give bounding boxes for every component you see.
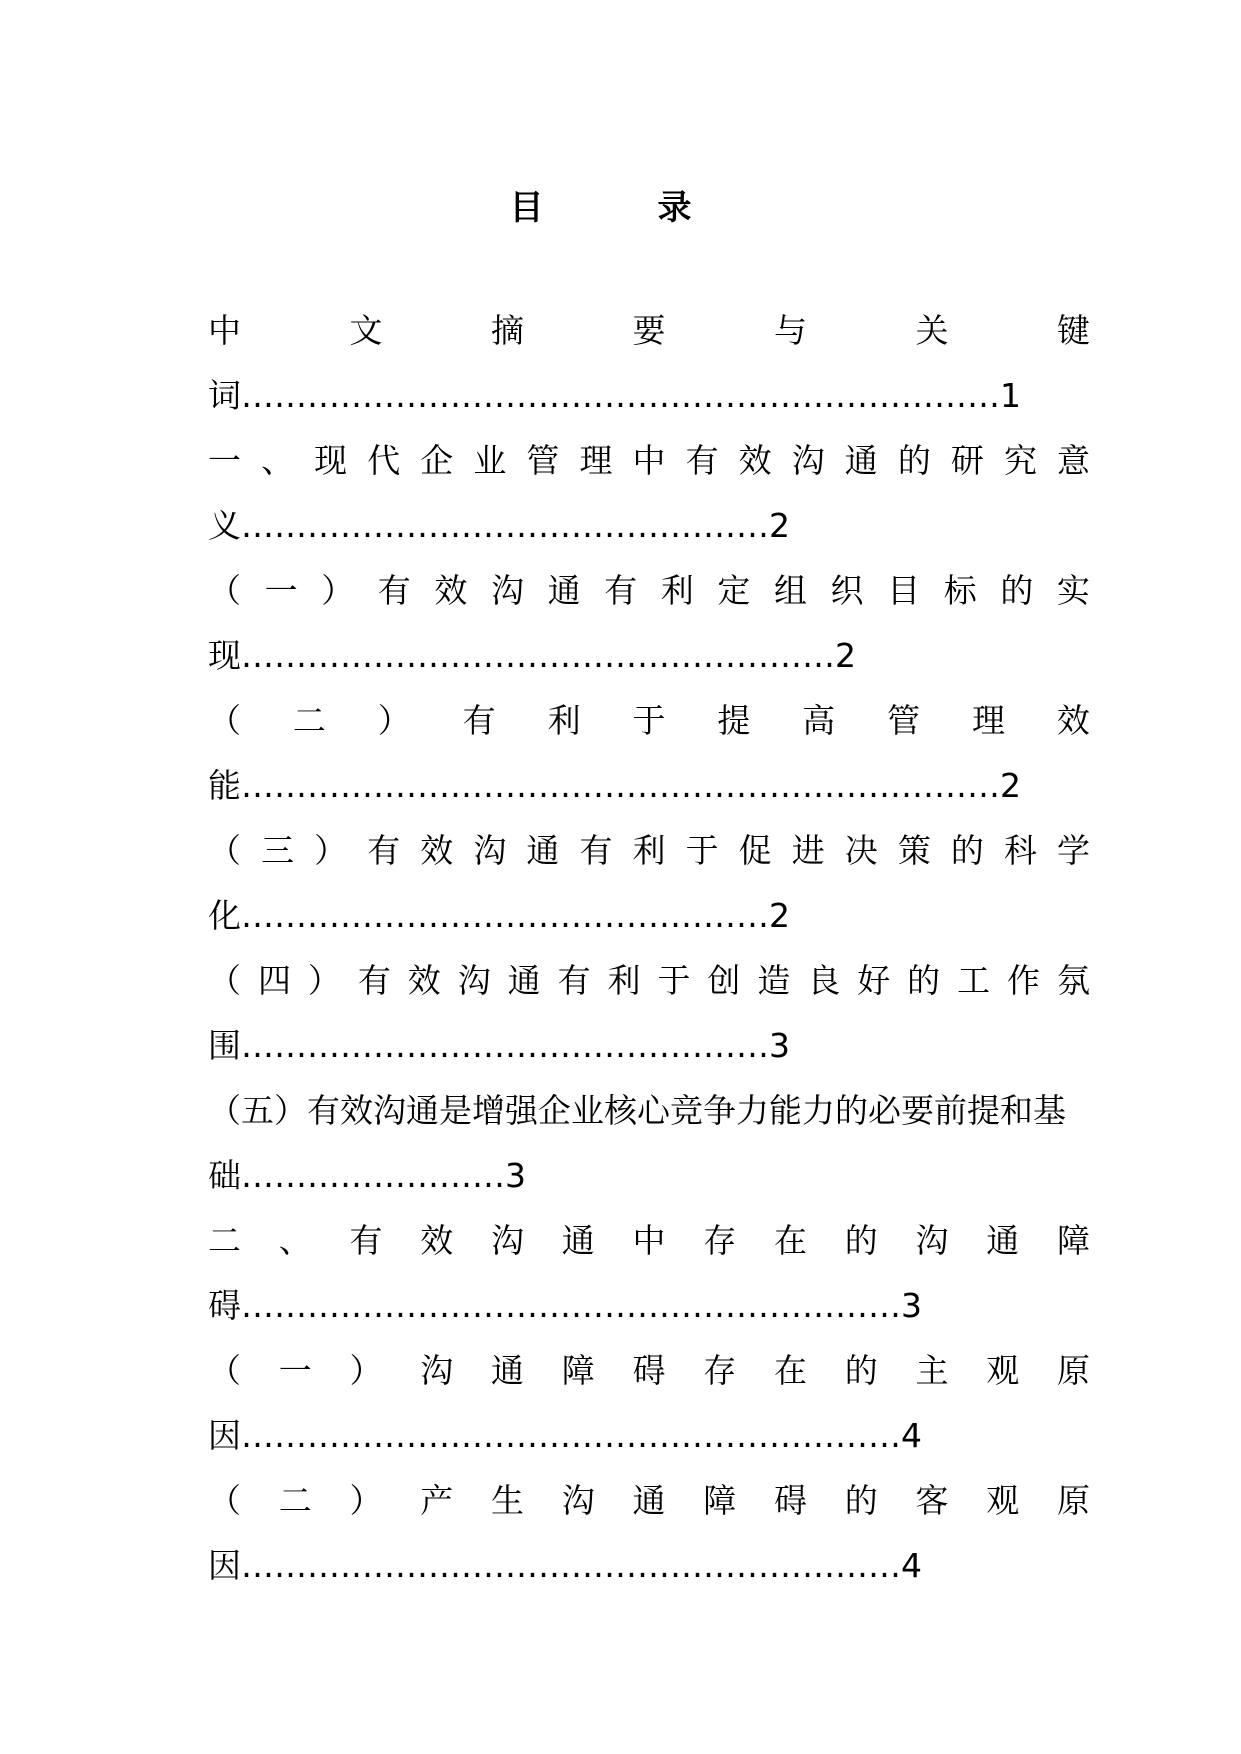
toc-page-number: 4 xyxy=(901,1546,922,1585)
toc-entry[interactable] xyxy=(208,558,1090,688)
toc-entry[interactable] xyxy=(208,1208,1090,1338)
toc-entry[interactable] xyxy=(208,1078,1090,1208)
toc-entry-continuation xyxy=(208,1273,1090,1338)
toc-entry[interactable] xyxy=(208,1338,1090,1468)
toc-entry[interactable] xyxy=(208,298,1090,428)
toc-entry-tail: 围 xyxy=(208,1026,241,1065)
toc-page-number: 2 xyxy=(1000,766,1021,805)
toc-entry[interactable] xyxy=(208,688,1090,818)
toc-entry[interactable] xyxy=(208,428,1090,558)
toc-entry-continuation xyxy=(208,623,1090,688)
toc-dot-leader: …………………… xyxy=(241,1156,505,1195)
toc-title: 目 录 xyxy=(509,188,732,228)
toc-entry-tail: 现 xyxy=(208,636,241,675)
toc-entry-continuation xyxy=(208,1013,1090,1078)
toc-entry-tail: 词 xyxy=(208,376,241,415)
toc-page-number: 4 xyxy=(901,1416,922,1455)
toc-entry-continuation xyxy=(208,493,1090,558)
toc-dot-leader: ………………………………………… xyxy=(241,506,769,545)
toc-entry-heading: （ 二 ） 产 生 沟 通 障 碍 的 客 观 原 xyxy=(208,1481,1090,1520)
toc-entry-continuation xyxy=(208,363,1090,428)
toc-entry-tail: 义 xyxy=(208,506,241,545)
toc-entry-continuation xyxy=(208,753,1090,818)
toc-page-number: 3 xyxy=(901,1286,922,1325)
toc-entry[interactable] xyxy=(208,818,1090,948)
toc-entry-heading: 中 文 摘 要 与 关 键 xyxy=(208,311,1090,350)
toc-entry-heading: 一 、 现 代 企 业 管 理 中 有 效 沟 通 的 研 究 意 xyxy=(208,441,1090,480)
toc-entry-tail: 化 xyxy=(208,896,241,935)
toc-dot-leader: ………………………………………… xyxy=(241,896,769,935)
toc-entry-heading: 二 、 有 效 沟 通 中 存 在 的 沟 通 障 xyxy=(208,1221,1090,1260)
toc-dot-leader: …………………………………………………… xyxy=(241,1286,901,1325)
toc-dot-leader: ……………………………………………… xyxy=(241,636,835,675)
toc-entry-continuation xyxy=(208,883,1090,948)
toc-entry-continuation xyxy=(208,1143,1090,1208)
toc-dot-leader: ………………………………………… xyxy=(241,1026,769,1065)
toc-dot-leader: …………………………………………………………… xyxy=(241,766,1000,805)
toc-entry-heading: （ 四 ） 有 效 沟 通 有 利 于 创 造 良 好 的 工 作 氛 xyxy=(208,961,1090,1000)
toc-entry-tail: 因 xyxy=(208,1546,241,1585)
toc-entry-heading: （ 三 ） 有 效 沟 通 有 利 于 促 进 决 策 的 科 学 xyxy=(208,831,1090,870)
toc-entry-continuation xyxy=(208,1403,1090,1468)
toc-entry-tail: 础 xyxy=(208,1156,241,1195)
toc-page-number: 2 xyxy=(769,896,790,935)
toc-page-number: 3 xyxy=(505,1156,526,1195)
toc-entry-continuation xyxy=(208,1533,1090,1598)
toc-entry-heading: （ 一 ） 沟 通 障 碍 存 在 的 主 观 原 xyxy=(208,1351,1090,1390)
toc-entry[interactable] xyxy=(208,1468,1090,1598)
toc-entry-heading: （ 五 ） 有 效 沟 通 是 增 强 企 业 核 心 竞 争 力 能 力 的 必 要 前 提 和 基 xyxy=(208,1091,1066,1130)
toc-list xyxy=(208,298,1090,1598)
toc-page-number: 3 xyxy=(769,1026,790,1065)
toc-dot-leader: …………………………………………………… xyxy=(241,1546,901,1585)
toc-dot-leader: …………………………………………………………… xyxy=(241,376,1000,415)
toc-entry-tail: 碍 xyxy=(208,1286,241,1325)
toc-entry-tail: 能 xyxy=(208,766,241,805)
toc-page-number: 2 xyxy=(835,636,856,675)
toc-entry-heading: （ 一 ） 有 效 沟 通 有 利 定 组 织 目 标 的 实 xyxy=(208,571,1090,610)
toc-page-number: 1 xyxy=(1000,376,1021,415)
toc-entry-heading: （ 二 ） 有 利 于 提 高 管 理 效 xyxy=(208,701,1090,740)
toc-dot-leader: …………………………………………………… xyxy=(241,1416,901,1455)
toc-page-number: 2 xyxy=(769,506,790,545)
toc-entry-tail: 因 xyxy=(208,1416,241,1455)
toc-entry[interactable] xyxy=(208,948,1090,1078)
